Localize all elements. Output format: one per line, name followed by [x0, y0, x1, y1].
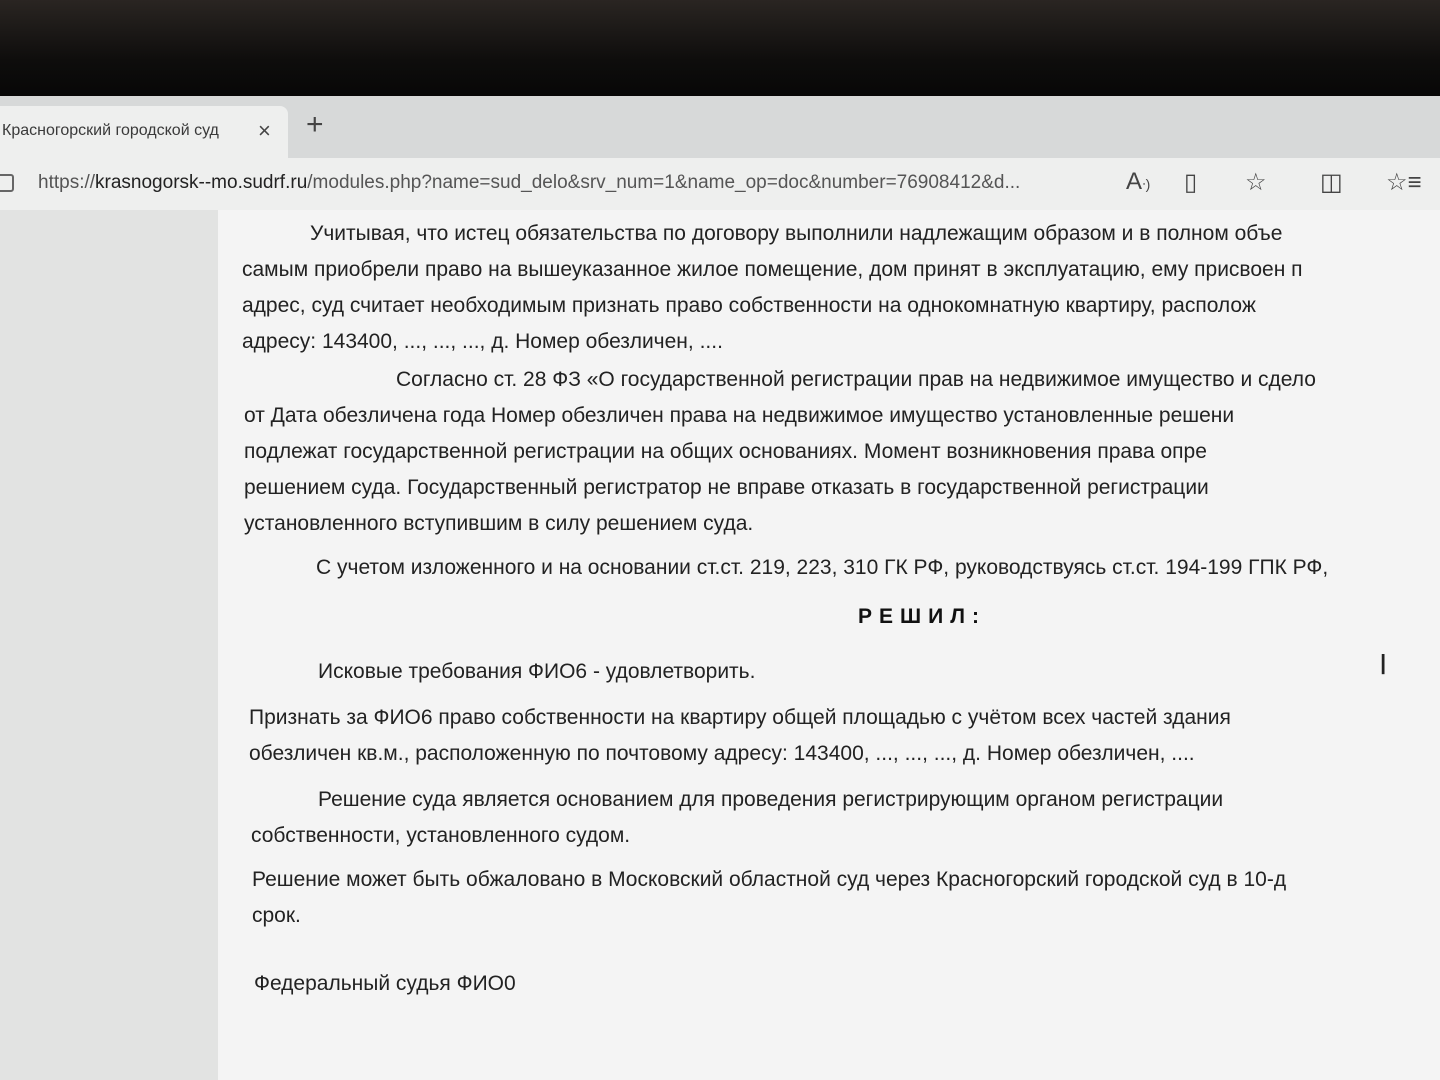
new-tab-icon[interactable]: +	[306, 108, 324, 141]
para4: Исковые требования ФИО6 - удовлетворить.	[318, 660, 756, 683]
favorites-list-icon[interactable]: ☆≡	[1386, 169, 1422, 196]
signature-line: Федеральный судья ФИО0	[254, 972, 516, 995]
url-host: krasnogorsk--mo.sudrf.ru	[95, 172, 308, 193]
page-content	[0, 210, 1440, 1080]
url-path: /modules.php?name=sud_delo&srv_num=1&name_op=doc&number=76908412&d...	[307, 172, 1021, 193]
address-bar[interactable]	[0, 158, 1440, 210]
active-tab[interactable]	[0, 106, 288, 158]
para3: С учетом изложенного и на основании ст.ст. 219, 223, 310 ГК РФ, руководствуясь ст.ст. 194-199 ГПК РФ,	[316, 556, 1329, 579]
browser-window	[0, 96, 1440, 1080]
para1-line2: самым приобрели право на вышеуказанное жилое помещение, дом принят в эксплуатацию, ему присвоен п	[242, 258, 1303, 281]
para5-line2: обезличен кв.м., расположенную по почтовому адресу: 143400, ..., ..., ..., д. Номер обезличен, ....	[249, 742, 1195, 765]
court-document	[218, 210, 1440, 1080]
para2-line3: подлежат государственной регистрации на общих основаниях. Момент возникновения права опре	[244, 440, 1207, 463]
lock-icon[interactable]	[0, 174, 14, 192]
immersive-reader-icon[interactable]: ▯	[1184, 169, 1198, 196]
tab-title: Красногорский городской суд	[2, 122, 219, 139]
para7-line2: срок.	[252, 904, 301, 927]
decision-heading: РЕШИЛ:	[858, 605, 986, 628]
para6-line1: Решение суда является основанием для проведения регистрирующим органом регистрации	[318, 788, 1224, 811]
para1-line1: Учитывая, что истец обязательства по договору выполнили надлежащим образом и в полном объе	[310, 222, 1283, 245]
para1-line4: адресу: 143400, ..., ..., ..., д. Номер обезличен, ....	[242, 330, 723, 353]
read-aloud-icon[interactable]: Aᐧ)	[1126, 168, 1151, 195]
para2-line5: установленного вступившим в силу решением суда.	[244, 512, 754, 535]
para2-line1: Согласно ст. 28 ФЗ «О государственной регистрации прав на недвижимое имущество и сдело	[396, 368, 1316, 391]
split-screen-icon[interactable]: ◫	[1320, 169, 1343, 196]
tab-bar	[0, 96, 1440, 158]
para1-line3: адрес, суд считает необходимым признать право собственности на однокомнатную квартиру, располож	[242, 294, 1256, 317]
favorite-star-icon[interactable]: ☆	[1245, 169, 1267, 196]
close-tab-icon[interactable]: ×	[258, 118, 271, 143]
para7-line1: Решение может быть обжаловано в Московский областной суд через Красногорский городской суд в 10-д	[252, 868, 1287, 891]
para2-line4: решением суда. Государственный регистратор не вправе отказать в государственной регистрации	[244, 476, 1209, 499]
url-prefix: https://	[38, 172, 96, 193]
para6-line2: собственности, установленного судом.	[251, 824, 631, 847]
text-cursor-icon: I	[1379, 648, 1388, 681]
url-field[interactable]	[38, 172, 1020, 194]
para2-line2: от Дата обезличена года Номер обезличен права на недвижимое имущество установленные решени	[244, 404, 1235, 427]
monitor-bezel	[0, 0, 1440, 110]
para5-line1: Признать за ФИО6 право собственности на квартиру общей площадью с учётом всех частей здания	[249, 706, 1231, 729]
